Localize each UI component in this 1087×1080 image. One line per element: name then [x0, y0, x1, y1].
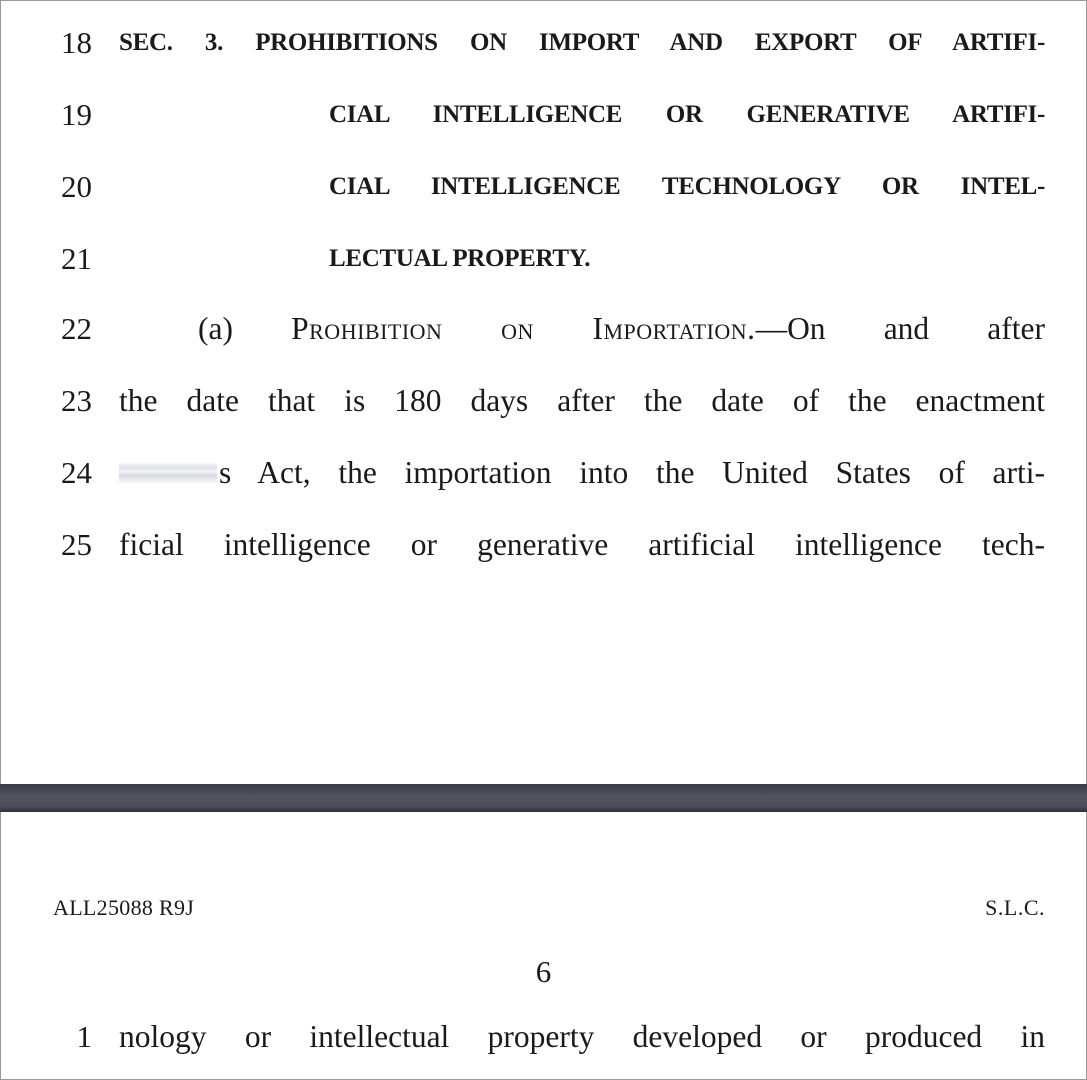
section-heading-line: CIAL INTELLIGENCE OR GENERATIVE ARTIFI- [329, 101, 1045, 128]
redaction-blur [119, 462, 217, 484]
bill-line-25 [0, 520, 1087, 570]
bill-line-22 [0, 304, 1087, 354]
line-number: 22 [61, 311, 92, 346]
body-line-text: s Act, the importation into the United States of arti- [219, 455, 1045, 490]
body-line: ficial intelligence or generative artificial intelligence tech- [119, 527, 1045, 562]
section-heading-line: SEC. 3. PROHIBITIONS ON IMPORT AND EXPORT OF ARTIFI- [119, 29, 1045, 56]
bill-line-21 [0, 234, 1087, 284]
line-number: 21 [61, 241, 92, 276]
subsection-heading: Prohibition on Importation. [291, 311, 756, 346]
body-line: nology or intellectual property developed or produced in [119, 1019, 1045, 1054]
section-heading-line: LECTUAL PROPERTY. [329, 245, 591, 272]
line-number: 25 [61, 527, 92, 562]
body-line [119, 448, 1045, 498]
bill-line-19 [0, 90, 1087, 140]
line-number: 24 [61, 455, 92, 490]
bill-line-24 [0, 448, 1087, 498]
document-id: ALL25088 R9J [53, 895, 195, 920]
line-number: 23 [61, 383, 92, 418]
page-break-divider [0, 784, 1087, 812]
subsection-label: (a) [198, 311, 233, 346]
bill-line-23 [0, 376, 1087, 426]
line-number: 19 [61, 97, 92, 132]
page-number: 6 [535, 954, 552, 989]
section-heading-line: CIAL INTELLIGENCE TECHNOLOGY OR INTEL- [329, 173, 1045, 200]
bill-line-18 [0, 18, 1087, 68]
subsection-text: —On and after [755, 311, 1045, 346]
line-number: 18 [61, 25, 92, 60]
bill-line-1 [0, 1012, 1087, 1062]
line-number: 20 [61, 169, 92, 204]
document-code: S.L.C. [985, 895, 1045, 920]
body-line: the date that is 180 days after the date of the enactment [119, 383, 1045, 418]
subsection-line [198, 304, 1045, 354]
line-number: 1 [76, 1019, 92, 1054]
bill-line-20 [0, 162, 1087, 212]
